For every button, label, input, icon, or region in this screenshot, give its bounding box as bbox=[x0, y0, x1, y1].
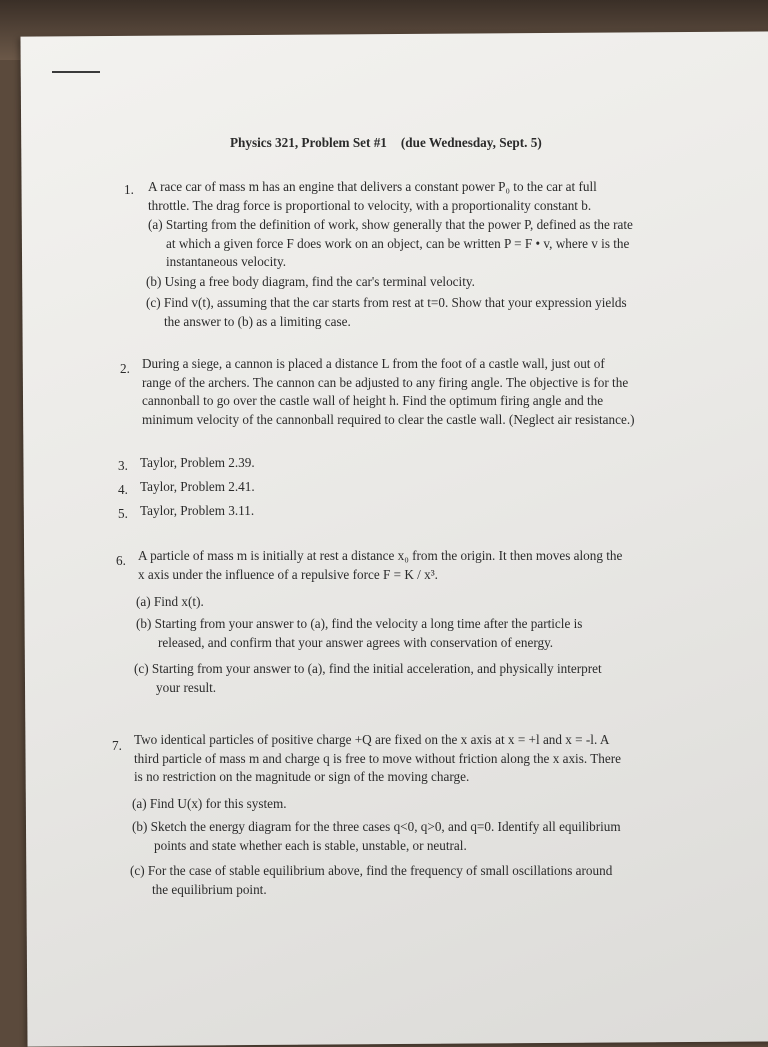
problem-1-intro: A race car of mass m has an engine that delivers a constant power P₀ to the car at full throttle. The drag force is proportional to velocity, with a proportionality constant b. bbox=[148, 179, 597, 213]
problem-5-text: Taylor, Problem 3.11. bbox=[140, 503, 255, 518]
problem-6-part-a: (a) Find x(t). bbox=[136, 594, 204, 609]
page-title bbox=[230, 135, 542, 151]
problem-7-intro: Two identical particles of positive charge +Q are fixed on the x axis at x = +l and x = -l. A third particle of mass m and charge q is free to move without friction along the x axis. There is no restriction on the magnitude or sign of the moving charge. bbox=[134, 732, 621, 784]
problem-7-part-c: (c) For the case of stable equilibrium above, find the frequency of small oscillations around the equilibrium point. bbox=[130, 863, 613, 897]
problem-1-part-b: (b) Using a free body diagram, find the car's terminal velocity. bbox=[146, 274, 475, 289]
problem-6-number: 6. bbox=[116, 553, 126, 568]
title-text: Physics 321, Problem Set #1 bbox=[230, 135, 387, 150]
problem-6-part-b: (b) Starting from your answer to (a), find the velocity a long time after the particle is released, and confirm that your answer agrees with conservation of energy. bbox=[136, 616, 583, 650]
problem-3-text: Taylor, Problem 2.39. bbox=[140, 455, 255, 470]
due-date: (due Wednesday, Sept. 5) bbox=[400, 135, 542, 150]
problem-7-part-b: (b) Sketch the energy diagram for the three cases q<0, q>0, and q=0. Identify all equilibrium points and state whether each is stable, unstable, or neutral. bbox=[132, 819, 621, 853]
problem-1-part-c: (c) Find v(t), assuming that the car starts from rest at t=0. Show that your expression yields the answer to (b) as a limiting case. bbox=[146, 295, 627, 329]
problem-4-text: Taylor, Problem 2.41. bbox=[140, 479, 255, 494]
problem-1-part-a: (a) Starting from the definition of work, show generally that the power P, defined as the rate at which a given force F does work on an object, can be written P = F • v, where v is the instantaneous velocity. bbox=[148, 217, 633, 269]
problem-1-number: 1. bbox=[124, 182, 134, 197]
pen-mark bbox=[52, 71, 100, 73]
problem-7-number: 7. bbox=[112, 738, 122, 753]
problem-6-part-c: (c) Starting from your answer to (a), find the initial acceleration, and physically interpret your result. bbox=[134, 661, 602, 695]
problem-7-part-a: (a) Find U(x) for this system. bbox=[132, 796, 287, 811]
problem-2-text: During a siege, a cannon is placed a distance L from the foot of a castle wall, just out of range of the archers. The cannon can be adjusted to any firing angle. The objective is for the cannonball to go over the castle wall of height h. Find the optimum firing angle and the minimum velocity of the cannonball required to clear the castle wall. (Neglect air resistance.) bbox=[142, 356, 635, 427]
problem-6-intro: A particle of mass m is initially at rest a distance x₀ from the origin. It then moves along the x axis under the influence of a repulsive force F = K / x³. bbox=[138, 548, 623, 582]
problem-2-number: 2. bbox=[120, 361, 130, 376]
problem-4-number: 4. bbox=[118, 482, 128, 497]
problem-3-number: 3. bbox=[118, 458, 128, 473]
problem-5-number: 5. bbox=[118, 506, 128, 521]
